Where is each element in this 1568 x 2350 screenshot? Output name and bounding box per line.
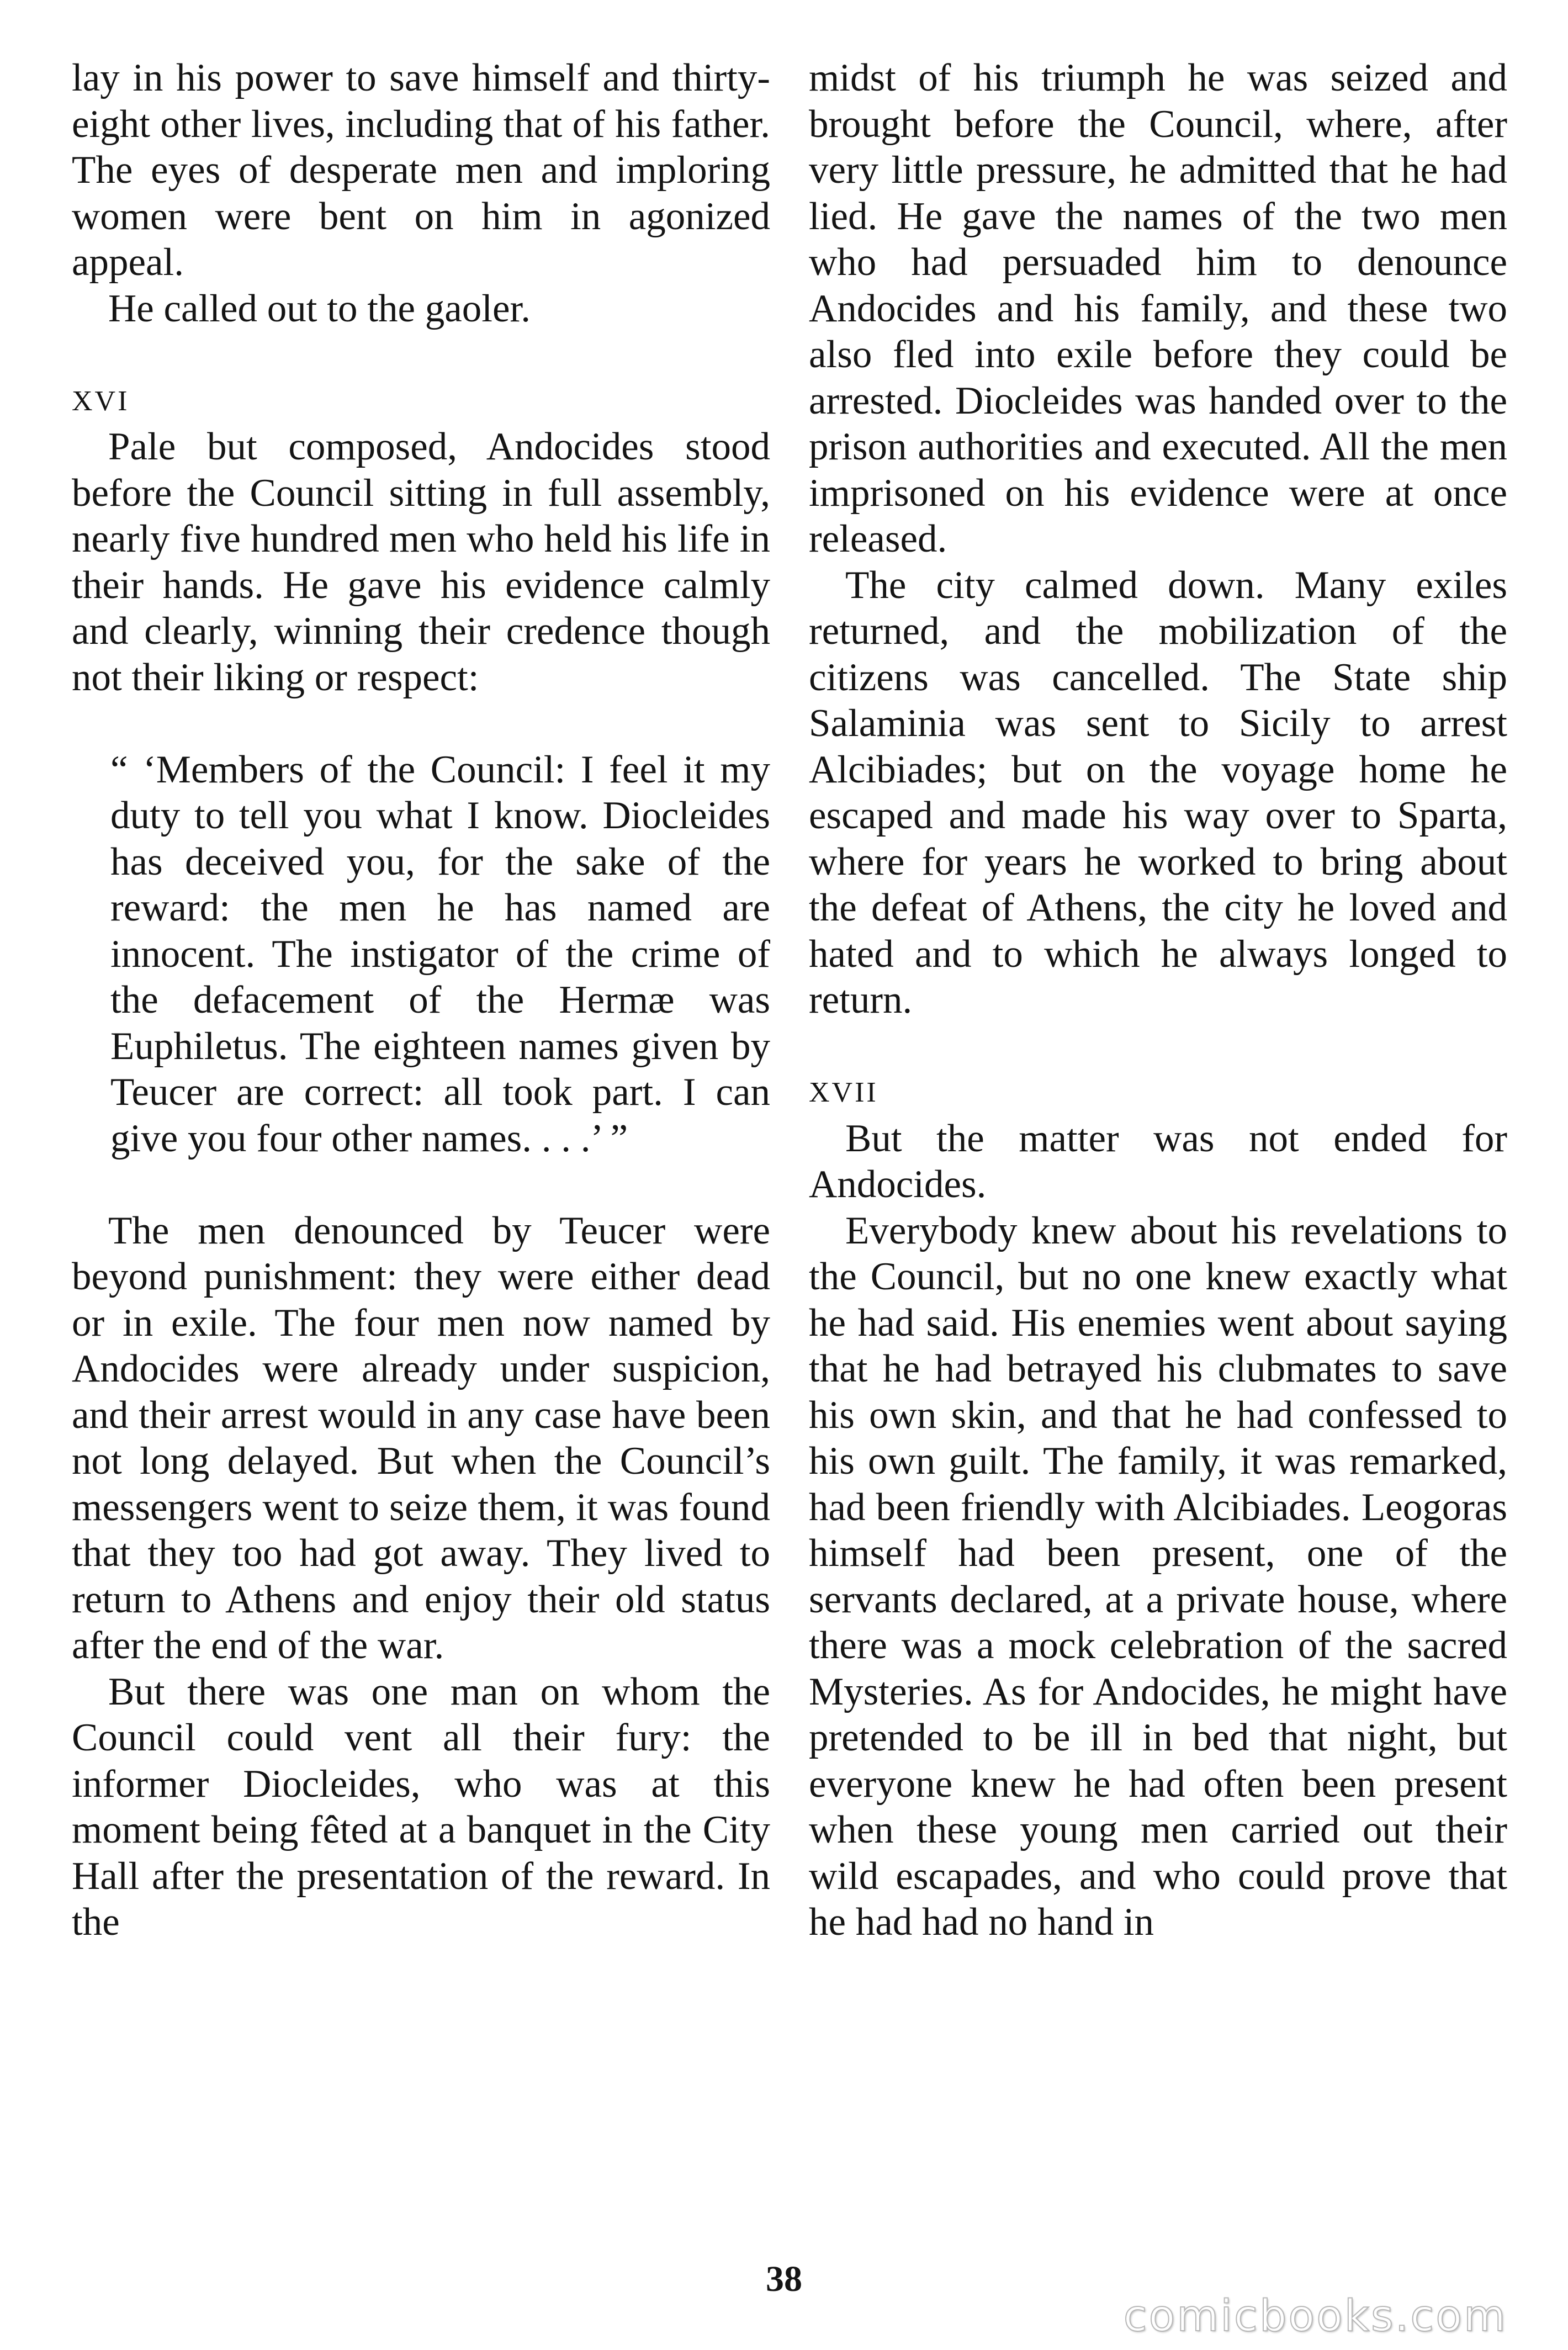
page-number: 38 [766,2259,802,2299]
section-spacer [809,1024,1507,1070]
left-column [72,55,770,1946]
paragraph: midst of his triumph he was seized and brought before the Council, where, after very little pressure, he admitted that he had lied. He gave the names of the two men who had persuaded him to denounce Andocides and his family, and these two also fled into exile before they could be arrested. Diocleides was handed over to the prison authorities and executed. All the men imprisoned on his evidence were at once released. [809,56,1507,560]
paragraph: Pale but composed, Andocides stood before the Council sitting in full assembly, nearly five hundred men who held his life in their hands. He gave his evidence calmly and clearly, winning their credence though not their liking or respect: [72,425,770,699]
watermark: comicbooks.com [1123,2291,1507,2341]
paragraph: The men denounced by Teucer were beyond punishment: they were either dead or in exile. The four men now named by Andocides were already under suspicion, and their arrest would in any case have been not long delayed. But when the Council’s messengers went to seize them, it was found that they too had got away. They lived to return to Athens and enjoy their old status after the end of the war. [72,1209,770,1667]
section-spacer [72,332,770,378]
paragraph: He called out to the gaoler. [108,287,531,330]
paragraph: But there was one man on whom the Council could vent all their fury: the informer Diocleides, who was at this moment being fêted at a banquet in the City Hall after the presentation of the reward. In the [72,1670,770,1944]
block-quote [110,747,770,1162]
section-heading-xvii: XVII [809,1077,878,1108]
paragraph: Everybody knew about his revelations to the Council, but no one knew exactly what he had said. His enemies went about saying that he had betrayed his clubmates to save his own skin, and that he had confessed to his own guilt. The family, it was remarked, had been friendly with Alcibiades. Leogoras himself had been present, one of the servants declared, at a private house, where there was a mock celebration of the sacred Mysteries. As for Andocides, he might have pretended to be ill in bed that night, but everyone knew he had often been present when these young men carried out their wild escapades, and who could prove that he had had no hand in [809,1209,1507,1944]
paragraph: But the matter was not ended for Andocides. [809,1116,1507,1206]
paragraph: lay in his power to save himself and thirty-eight other lives, including that of his father. The eyes of desperate men and imploring women were bent on him in agonized appeal. [72,56,770,284]
right-column [809,55,1507,1946]
paragraph: The city calmed down. Many exiles returned, and the mobilization of the citizens was cancelled. The State ship Salaminia was sent to Sicily to arrest Alcibiades; but on the voyage home he escaped and made his way over to Sparta, where for years he worked to bring about the defeat of Athens, the city he loved and hated and to which he always longed to return. [809,563,1507,1021]
section-heading-xvi: XVI [72,385,130,417]
quote-spacer [72,701,770,747]
quote-text: “ ‘Members of the Council: I feel it my duty to tell you what I know. Diocleides has deceived you, for the sake of the reward: the men he has named are innocent. The instigator of the crime of the defacement of the Hermæ was Euphiletus. The eighteen names given by Teucer are correct: all took part. I can give you four other names. . . .’ ” [110,748,770,1160]
quote-spacer [72,1162,770,1208]
